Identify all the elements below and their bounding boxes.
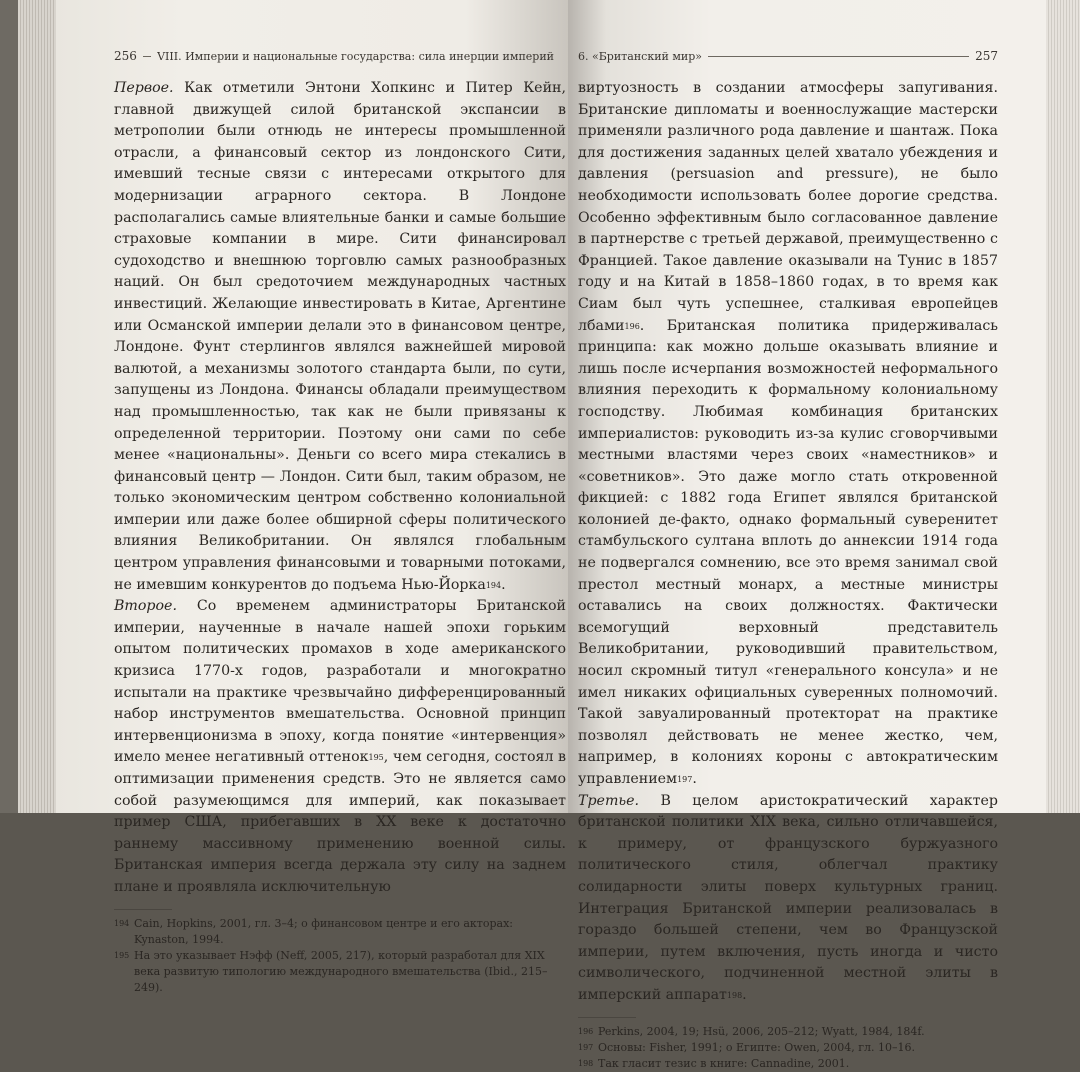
right-footnote-rule: [578, 1017, 636, 1018]
left-page: [56, 0, 568, 994]
footnote-ref: 194: [485, 580, 502, 590]
paragraph-label: Второе.: [114, 598, 177, 615]
footnote-ref: 198: [726, 990, 743, 1000]
footnote: [578, 1040, 1030, 1056]
paragraph-text-cont: . Британская политика придерживалась принципа: как можно дольше оказывать влияние и лишь после исчерпания возможностей неформального влияния переходить к формальному колониальному господству. Любимая комбинация британских империалистов: руководить из-за кулис сговорчивыми местными властями через своих «наместников» и «советников». Это даже могло стать откровенной фикцией: с 1882 года Египет являлся британской колонией де-факто, однако формальный суверенитет стамбульского султана вплоть до аннексии 1914 года не подвергался сомнению, все это время занимал свой престол местный монарх, а местные министры оставались на своих должностях. Фактически всемогущий верховный представитель Великобритании, руководивший правительством, носил скромный титул «генерального консула» и не имел никаких официальных суверенных полномочий. Такой завуалированный протекторат на практике позволял действовать не менее жестко, чем, например, в колониях короны с автократическим управлением: [578, 317, 998, 787]
paragraph-continuation: виртуозность в создании атмосферы запугивания. Британские дипломаты и военнослужащие мастерски применяли различного рода давление и шантаж. Пока для достижения заданных целей хватало убеждения и давления (persuasion and pressure), не было необходимости использовать более дорогие средства. Особенно эффективным было согласованное давление в партнерстве с третьей державой, преимущественно с Францией. Такое давление оказывали на Тунис в 1857 году и на Китай в 1858–1860 годах, в то время как Сиам был чуть успешнее, сталкивая европейцев лбами$^{196}$. Британская политика придерживалась принципа: как можно дольше оказывать влияние и лишь после исчерпания возможностей неформального влияния переходить к формальному колониальному господству. Любимая комбинация британских империалистов: руководить из-за кулис сговорчивыми местными властями через своих «наместников» и «советников». Это даже могло стать откровенной фикцией: с 1882 года Египет являлся британской колонией де-факто, однако формальный суверенитет стамбульского султана вплоть до аннексии 1914 года не подвергался сомнению, все это время занимал свой престол местный монарх, а местные министры оставались на своих должностях. Фактически всемогущий верховный представитель Великобритании, руководивший правительством, носил скромный титул «генерального консула» и не имел никаких официальных суверенных полномочий. Такой завуалированный протекторат на практике позволял действовать не менее жестко, чем, например, в колониях короны с автократическим управлением$^{197}$.: [578, 80, 998, 787]
paragraph-label: Первое.: [114, 80, 174, 96]
footnote-ref: 197: [677, 775, 693, 784]
left-running-head-title: VIII. Империи и национальные государства: сила инерции империй: [157, 49, 554, 63]
right-running-head: [578, 48, 998, 64]
paragraph-text: В целом аристократический характер британской политики XIX века, сильно отличавшейся, к примеру, от французского буржуазного политического стиля, облегчал практику солидарности элиты поверх культурных границ. Интеграция Британской империи реализовалась в гораздо большей степени, чем во Французской империи, путем включения, пусть иногда и чисто символического, подчиненной местной элиты в имперский аппарат: [578, 792, 998, 1003]
paragraph-text-cont: , чем сегодня, состоял в оптимизации применения средств. Это не является само собой разумеющимся для империй, как показывает пример США, прибегавших в XX веке к достаточно раннему массивному применению военной силы. Британская империя всегда держала эту силу на заднем плане и проявляла исключительную: [114, 749, 566, 895]
right-footnotes: [578, 1024, 1030, 1072]
footnote: [578, 1024, 1030, 1040]
footnote-number: 198: [578, 1058, 594, 1068]
footnote-text: Основы: Fisher, 1991; о Египте: Owen, 2004, гл. 10–16.: [598, 1040, 916, 1054]
footnote: [114, 948, 566, 996]
footnote-text: Perkins, 2004, 19; Hsü, 2006, 205–212; Wyatt, 1984, 184f.: [598, 1024, 925, 1038]
paragraph-text: Как отметили Энтони Хопкинс и Питер Кейн, главной движущей силой британской экспансии в метрополии были отнюдь не интересы промышленной отрасли, а финансовый сектор из лондонского Сити, имевший тесные связи с интересами открытого для модернизации аграрного сектора. В Лондоне располагались самые влиятельные банки и самые большие страховые компании в мире. Сити финансировал судоходство и внешнюю торговлю самых разнообразных наций. Он был средоточием международных частных инвестиций. Желающие инвестировать в Китае, Аргентине или Османской империи делали это в финансовом центре, Лондоне. Фунт стерлингов являлся важнейшей мировой валютой, а механизмы золотого стандарта были, по сути, запущены из Лондона. Финансы обладали преимуществом над промышленностью, так как не были привязаны к определенной территории. Поэтому они сами по себе менее «национальны». Деньги со всего мира стекались в финансовый центр — Лондон. Сити был, таким образом, не только экономическим центром собственно колониальной империи или даже более обширной сферы политического влияния Великобритании. Он являлся глобальным центром управления финансовыми и товарными потоками, не имевшим конкурентов до подъема Нью-Йорка: [114, 80, 566, 593]
paragraph-third: Третье. В целом аристократический характер британской политики XIX века, сильно отличавшейся, к примеру, от французского буржуазного политического стиля, облегчал практику солидарности элиты поверх культурных границ. Интеграция Британской империи реализовалась в гораздо большей степени, чем во Французской империи, путем включения, пусть иногда и чисто символического, подчиненной местной элиты в имперский аппарат$^{198}$.: [578, 792, 998, 1003]
footnote: [114, 916, 566, 948]
footnote-number: 196: [578, 1026, 594, 1036]
left-running-head: [114, 48, 554, 64]
left-body-text: [114, 78, 566, 899]
footnote-text: Cain, Hopkins, 2001, гл. 3–4; о финансовом центре и его акторах: Kynaston, 1994.: [134, 916, 514, 946]
paragraph-first: Первое. Как отметили Энтони Хопкинс и Питер Кейн, главной движущей силой британской экспансии в метрополии были отнюдь не интересы промышленной отрасли, а финансовый сектор из лондонского Сити, имевший тесные связи с интересами открытого для модернизации аграрного сектора. В Лондоне располагались самые влиятельные банки и самые большие страховые компании в мире. Сити финансировал судоходство и внешнюю торговлю самых разнообразных наций. Он был средоточием международных частных инвестиций. Желающие инвестировать в Китае, Аргентине или Османской империи делали это в финансовом центре, Лондоне. Фунт стерлингов являлся важнейшей мировой валютой, а механизмы золотого стандарта были, по сути, запущены из Лондона. Финансы обладали преимуществом над промышленностью, так как не были привязаны к определенной территории. Поэтому они сами по себе менее «национальны». Деньги со всего мира стекались в финансовый центр — Лондон. Сити был, таким образом, не только экономическим центром собственно колониальной империи или даже более обширной сферы политического влияния Великобритании. Он являлся глобальным центром управления финансовыми и товарными потоками, не имевшим конкурентов до подъема Нью-Йорка$^{194}$.: [114, 80, 566, 593]
footnote-number: 197: [578, 1042, 594, 1052]
paragraph-text: виртуозность в создании атмосферы запугивания. Британские дипломаты и военнослужащие мастерски применяли различного рода давление и шантаж. Пока для достижения заданных целей хватало убеждения и давления (persuasion and pressure), не было необходимости использовать более дорогие средства. Особенно эффективным было согласованное давление в партнерстве с третьей державой, преимущественно с Францией. Такое давление оказывали на Тунис в 1857 году и на Китай в 1858–1860 годах, в то время как Сиам был чуть успешнее, сталкивая европейцев лбами: [578, 80, 998, 334]
footnote-text: Так гласит тезис в книге: Cannadine, 2001.: [598, 1056, 850, 1070]
right-page-edges: [1046, 0, 1080, 813]
paragraph-second: [114, 596, 566, 898]
left-page-number: 256: [114, 49, 137, 63]
right-page: [568, 0, 1048, 1070]
footnote-ref: 195: [368, 753, 384, 763]
left-page-edges: [18, 0, 58, 813]
footnote-text: На это указывает Нэфф (Neff, 2005, 217), который разработал для XIX века развитую типологию международного вмешательства (Ibid., 215–249).: [134, 948, 548, 994]
footnote-number: 194: [114, 918, 130, 928]
paragraph-text: Со временем администраторы Британской империи, наученные в начале нашей эпохи горьким опытом политических промахов в ходе американского кризиса 1770-х годов, разработали и многократно испытали на практике чрезвычайно дифференцированный набор инструментов вмешательства. Основной принцип интервенционизма в эпоху, когда понятие «интервенция» имело менее негативный оттенок: [114, 598, 566, 766]
open-book: [18, 0, 1080, 1070]
footnote: [578, 1056, 1030, 1072]
paragraph-label: Третье.: [578, 792, 640, 809]
right-head-rule: [708, 56, 969, 57]
right-body-text: [578, 78, 998, 1007]
left-footnote-rule: [114, 909, 172, 910]
left-head-rule: [143, 56, 151, 57]
right-running-head-title: 6. «Британский мир»: [578, 49, 703, 63]
footnote-number: 195: [114, 950, 130, 960]
footnote-ref: 196: [624, 321, 640, 331]
right-page-number: 257: [975, 49, 998, 63]
left-footnotes: [114, 916, 566, 996]
